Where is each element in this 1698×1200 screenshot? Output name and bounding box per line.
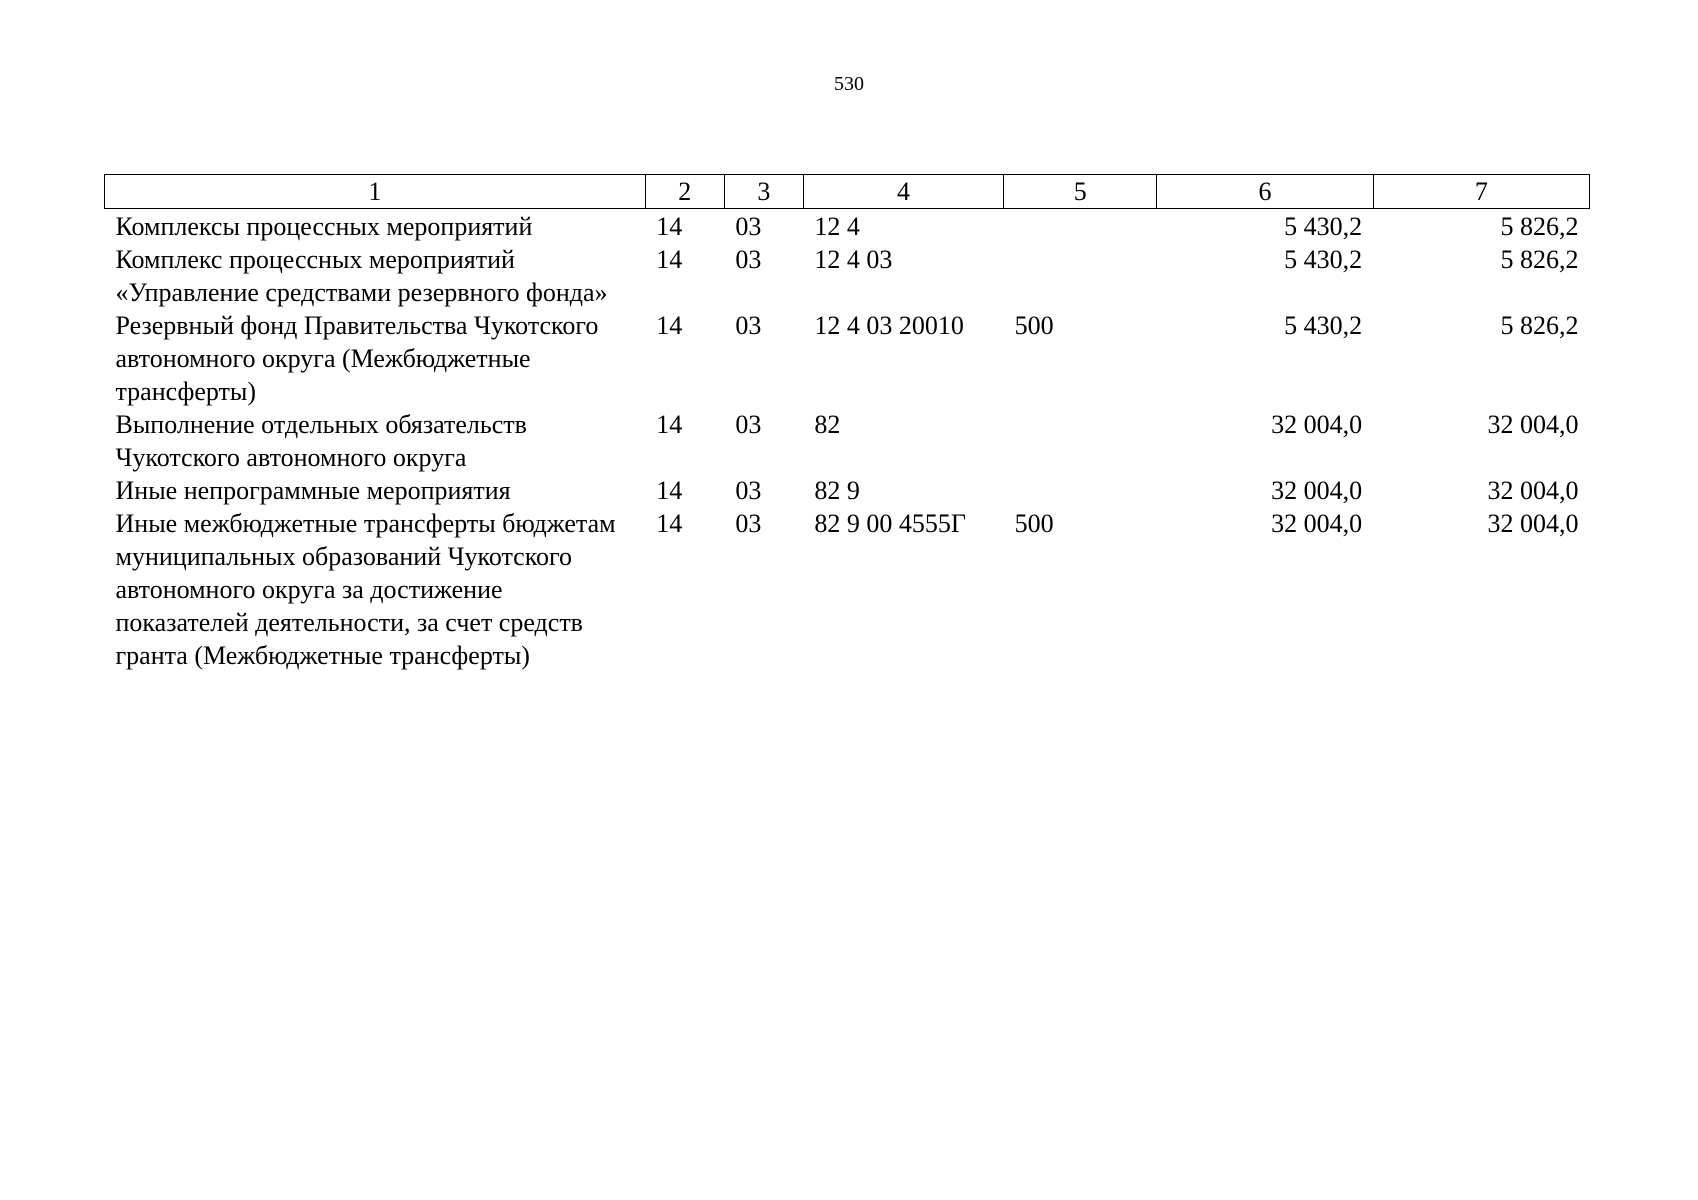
row-expense-type: [1004, 209, 1157, 244]
table-header-row: [105, 175, 1590, 209]
row-section: 14: [656, 476, 683, 505]
row-expense-type: [1004, 243, 1157, 309]
row-sum-year2: 32 004,0: [1487, 509, 1579, 538]
row-section: 14: [656, 509, 683, 538]
column-header-1: 1: [105, 175, 646, 209]
row-expense-type: 500: [1014, 509, 1054, 538]
row-sum-year2: 32 004,0: [1487, 476, 1579, 505]
row-expense-type: 500: [1014, 311, 1054, 340]
table-row: [105, 474, 1590, 507]
row-sum-year1: 5 430,2: [1284, 212, 1363, 241]
row-target-code: 12 4 03: [814, 245, 893, 274]
row-subsection: 03: [735, 212, 762, 241]
row-sum-year2: 32 004,0: [1487, 410, 1579, 439]
row-subsection: 03: [735, 509, 762, 538]
budget-table: [104, 174, 1590, 672]
table-row: [105, 507, 1590, 672]
table-row: [105, 408, 1590, 474]
row-section: 14: [656, 311, 683, 340]
column-header-4: 4: [803, 175, 1003, 209]
row-expense-type: [1004, 408, 1157, 474]
table-row: [105, 243, 1590, 309]
row-sum-year2: 5 826,2: [1500, 245, 1579, 274]
column-header-5: 5: [1004, 175, 1157, 209]
row-sum-year2: 5 826,2: [1500, 311, 1579, 340]
row-target-code: 82: [814, 410, 841, 439]
page-number: 530: [834, 73, 864, 95]
row-section: 14: [656, 410, 683, 439]
row-name: Иные межбюджетные трансферты бюджетам муниципальных образований Чукотского автономного округа за достижение показателей деятельности, за счет средств гранта (Межбюджетные трансферты): [115, 509, 616, 670]
row-target-code: 12 4: [814, 212, 860, 241]
row-name: Выполнение отдельных обязательств Чукотского автономного округа: [115, 410, 527, 472]
row-section: 14: [656, 245, 683, 274]
column-header-7: 7: [1373, 175, 1589, 209]
row-sum-year1: 32 004,0: [1271, 410, 1363, 439]
table-row: [105, 309, 1590, 408]
table-row: [105, 209, 1590, 244]
row-sum-year2: 5 826,2: [1500, 212, 1579, 241]
row-expense-type: [1004, 474, 1157, 507]
row-sum-year1: 5 430,2: [1284, 311, 1363, 340]
row-target-code: 82 9: [814, 476, 860, 505]
row-target-code: 82 9 00 4555Г: [814, 509, 966, 538]
row-subsection: 03: [735, 311, 762, 340]
column-header-6: 6: [1157, 175, 1373, 209]
row-subsection: 03: [735, 476, 762, 505]
row-sum-year1: 5 430,2: [1284, 245, 1363, 274]
column-header-3: 3: [724, 175, 803, 209]
row-name: Комплекс процессных мероприятий «Управление средствами резервного фонда»: [115, 245, 608, 307]
row-section: 14: [656, 212, 683, 241]
row-name: Комплексы процессных мероприятий: [115, 212, 533, 241]
row-sum-year1: 32 004,0: [1271, 476, 1363, 505]
row-name: Иные непрограммные мероприятия: [115, 476, 511, 505]
row-sum-year1: 32 004,0: [1271, 509, 1363, 538]
row-name: Резервный фонд Правительства Чукотского автономного округа (Межбюджетные трансферты): [115, 311, 599, 406]
row-target-code: 12 4 03 20010: [814, 311, 964, 340]
row-subsection: 03: [735, 410, 762, 439]
column-header-2: 2: [645, 175, 724, 209]
row-subsection: 03: [735, 245, 762, 274]
